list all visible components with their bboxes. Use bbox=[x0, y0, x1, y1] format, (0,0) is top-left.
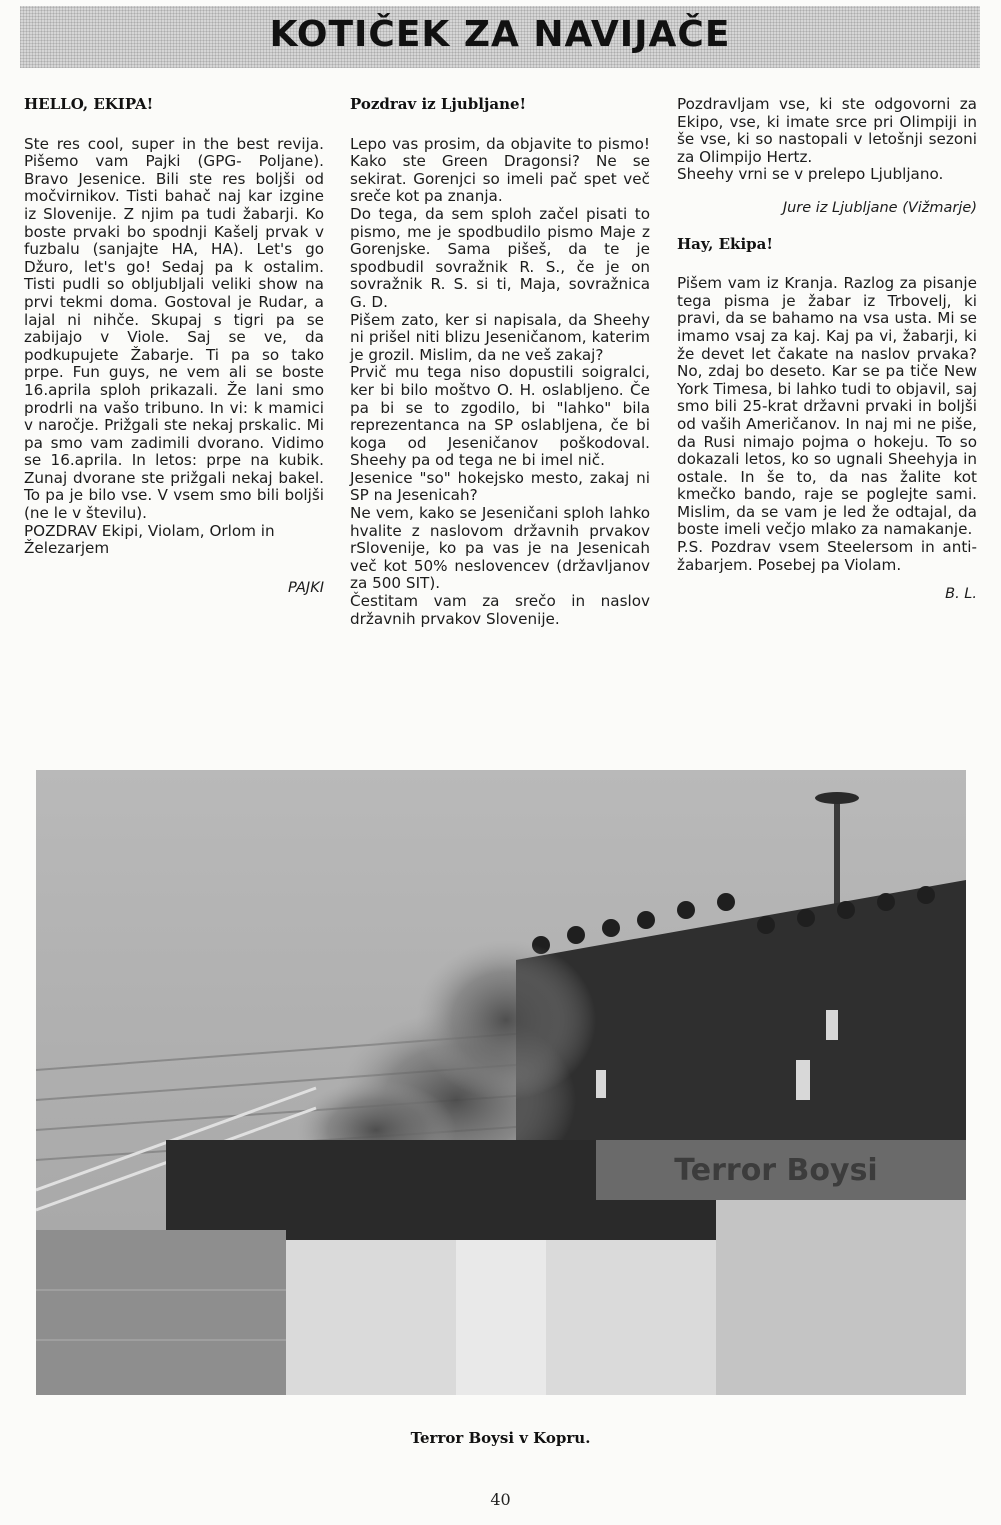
letter-paragraph: Jesenice "so" hokejsko mesto, zakaj ni SP na Jesenicah? bbox=[350, 468, 650, 505]
header-band bbox=[20, 6, 980, 68]
letter-heading: Pozdrav iz Ljubljane! bbox=[350, 95, 527, 113]
letter-paragraph: Ste res cool, super in the best revija. Pišemo vam Pajki (GPG- Poljane). Bravo Jesenice. Bili ste res boljši od močvirnikov. Tisti bahač naj kar izgine iz Slovenije. Z njim pa tudi žabarji. Ko boste prvaki bo spodnji Kašelj prvak v fuzbalu (sanjajte HA, HA). Let's go Džuro, let's go! Sedaj pa k ostalim. Tisti pudli so obljubljali veliki show na prvi tekmi doma. Gostoval je Rudar, a lajal ni nihče. Skupaj s tigri pa se zabijajo v Viole. Saj se ve, da podkupujete Žabarje. Ti pa so tako prpe. Fun guys, ne vem ali se boste 16.aprila sploh prikazali. Že lani smo prodrli na vašo tribuno. In vi: k mamici v naročje. Prižgali ste nekaj prskalic. Mi pa smo vam zadimili dvorano. Vidimo se 16.aprila. In letos: prpe na kubik. Zunaj dvorane ste prižgali nekaj bakel. To pa je bilo vse. V vsem smo bili boljši (ne le v številu). bbox=[24, 134, 324, 523]
letter-column-1 bbox=[24, 96, 324, 597]
letter-paragraph: P.S. Pozdrav vsem Steelersom in anti-žabarjem. Posebej pa Violam. bbox=[677, 538, 977, 574]
letter-paragraph: Čestitam vam za srečo in naslov državnih prvakov Slovenije. bbox=[350, 592, 650, 628]
letter-paragraph: Lepo vas prosim, da objavite to pismo! Kako ste Green Dragonsi? Ne se sekirat. Gorenjci so imeli pač spet več sreče kot pa znanja. bbox=[350, 134, 650, 206]
banner-text: Terror Boysi bbox=[674, 1153, 878, 1188]
fans-in-stands-image bbox=[36, 770, 966, 1395]
letter-paragraph: Pozdravljam vse, ki ste odgovorni za Ekipo, vse, ki imate srce pri Olimpiji in še vse, ki so nastopali v letošnji sezoni za Olimpijo Hertz. bbox=[677, 95, 977, 166]
photo-caption: Terror Boysi v Kopru. bbox=[410, 1429, 591, 1447]
letter-column-3 bbox=[677, 96, 977, 604]
letter-paragraph: Ne vem, kako se Jeseničani sploh lahko hvalite z naslovom državnih prvakov rSlovenije, ko pa vas je na Jesenicah več kot 50% neslovencev (državljanov za 500 SIT). bbox=[350, 504, 650, 593]
page-number: 40 bbox=[490, 1490, 511, 1509]
letter-paragraph: Prvič mu tega niso dopustili soigralci, ker bi bilo moštvo O. H. oslabljeno. Če pa bi se to zgodilo, bi "lahko" bila reprezentanca na SP oslabljena, če bi koga od Jeseničanov poškodoval. Sheehy pa od tega ne bi imel nič. bbox=[350, 363, 650, 470]
letter-heading: HELLO, EKIPA! bbox=[24, 95, 154, 113]
letter-signature: PAJKI bbox=[287, 579, 324, 596]
letter-signature: Jure iz Ljubljane (Vižmarje) bbox=[782, 199, 977, 216]
letter-paragraph: POZDRAV Ekipi, Violam, Orlom in Železarjem bbox=[24, 521, 275, 558]
letter-signature: B. L. bbox=[945, 586, 977, 603]
page-title: KOTIČEK ZA NAVIJAČE bbox=[269, 14, 731, 55]
stadium-photo bbox=[36, 770, 966, 1395]
letter-paragraph: Do tega, da sem sploh začel pisati to pismo, me je spodbudilo pismo Maje z Gorenjske. Sama pišeš, da te je spodbudil sovražnik R. S., če je on sovražnik R. S. si ti, Maja, sovražnica G. D. bbox=[350, 204, 650, 311]
letter-paragraph: Pišem vam iz Kranja. Razlog za pisanje tega pisma je žabar iz Trbovelj, ki pravi, da se bahamo na vsa usta. Mi se imamo vsaj za kaj. Kaj pa vi, žabarji, ki že devet let čakate na naslov prvaka? No, zdaj bo deseto. Kar se pa tiče New York Timesa, bi lahko tudi to objavil, saj smo bili 25-krat državni prvaki in boljši od vaših Američanov. In naj mi ne piše, da Rusi nimajo pojma o hokeju. To so dokazali letos, ko so ugnali Sheehyja in ostale. In še to, da nas žalite kot kmečko bando, raje se poglejte sami. Mislim, da se vam je led že odtajal, da boste imeli večjo mlako za namakanje. bbox=[677, 274, 977, 539]
letter-column-2 bbox=[350, 96, 650, 628]
letter-heading: Hay, Ekipa! bbox=[677, 234, 773, 253]
letter-paragraph: Pišem zato, ker si napisala, da Sheehy ni prišel niti blizu Jeseničanom, katerim je grozil. Mislim, da ne veš zakaj? bbox=[350, 310, 650, 364]
letter-paragraph: Sheehy vrni se v prelepo Ljubljano. bbox=[677, 165, 944, 184]
